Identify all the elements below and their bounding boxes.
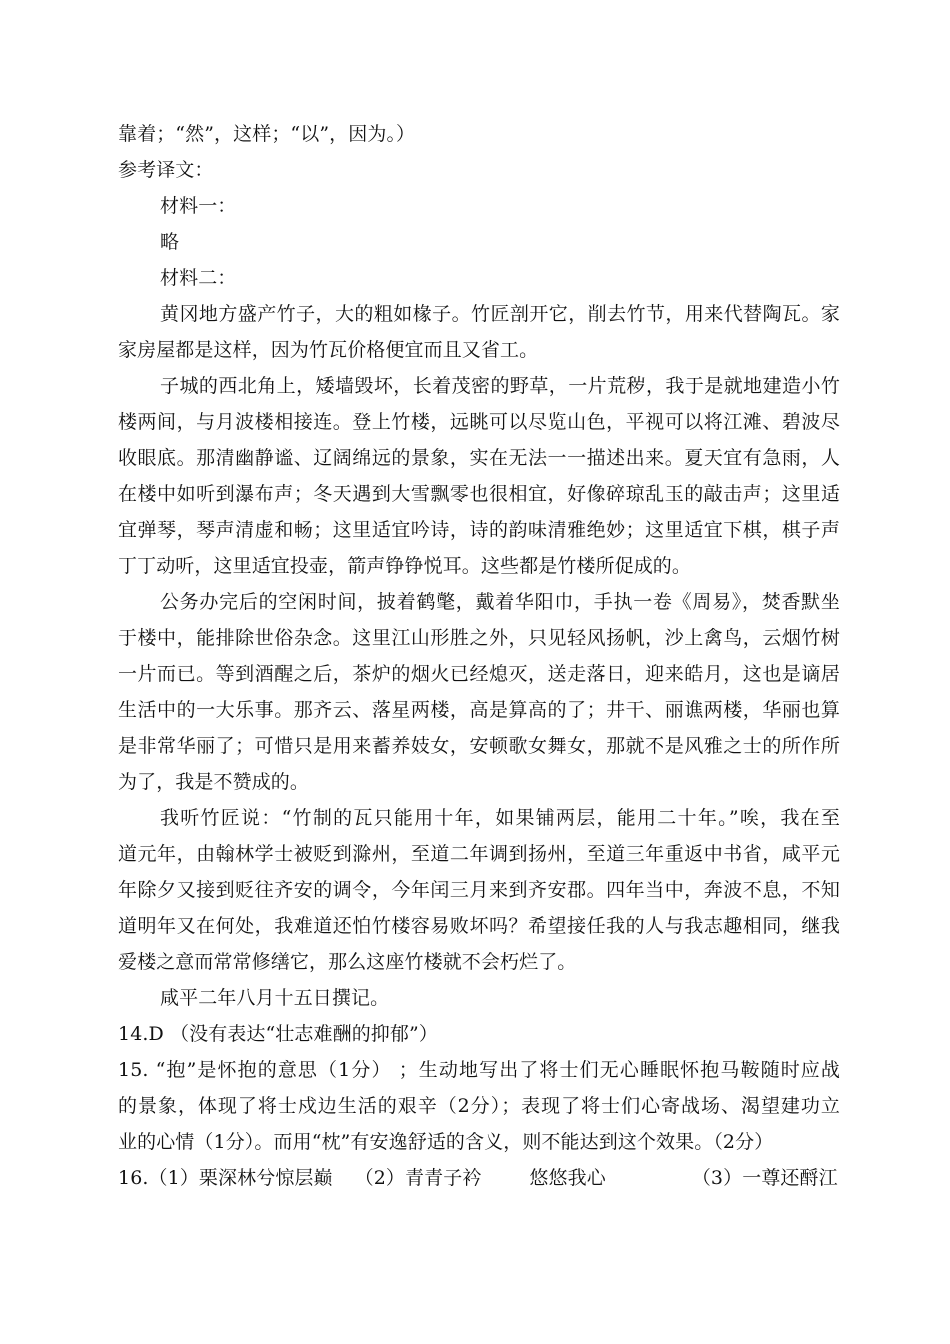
answer-14: 14.D （没有表达“壮志难酬的抑郁”） <box>118 1023 438 1045</box>
answer-16-item-1: （1）栗深林兮惊层巅 <box>148 1167 333 1189</box>
paragraph-line: 宜弹琴，琴声清虚和畅；这里适宜吟诗，诗的韵味清雅绝妙；这里适宜下棋，棋子声 <box>118 519 840 541</box>
paragraph-line: 道元年，由翰林学士被贬到滁州，至道二年调到扬州，至道三年重返中书省，咸平元 <box>118 843 840 865</box>
paragraph-line: 家房屋都是这样，因为竹瓦价格便宜而且又省工。 <box>118 339 539 361</box>
answer-16-item-2: （2）青青子衿 <box>354 1167 482 1189</box>
paragraph-line: 公务办完后的空闲时间，披着鹤氅，戴着华阳巾，手执一卷《周易》，焚香默坐 <box>160 591 840 613</box>
paragraph-line: 生活中的一大乐事。那齐云、落星两楼，高是算高的了；井干、丽谯两楼，华丽也算 <box>118 699 840 721</box>
paragraph-line: 收眼底。那清幽静谧、辽阔绵远的景象，实在无法一一描述出来。夏天宜有急雨，人 <box>118 447 840 469</box>
paragraph-line: 道明年又在何处，我难道还怕竹楼容易败坏吗？希望接任我的人与我志趣相同，继我 <box>118 915 840 937</box>
paragraph-line: 咸平二年八月十五日撰记。 <box>160 987 390 1009</box>
paragraph-line: 在楼中如听到瀑布声；冬天遇到大雪飘零也很相宜，好像碎琼乱玉的敲击声；这里适 <box>118 483 840 505</box>
paragraph-line: 年除夕又接到贬往齐安的调令，今年闰三月来到齐安郡。四年当中，奔波不息，不知 <box>118 879 840 901</box>
paragraph-line: 为了，我是不赞成的。 <box>118 771 310 793</box>
subheading-material-1: 材料一： <box>160 195 237 217</box>
paragraph-line: 于楼中，能排除世俗杂念。这里江山形胜之外，只见轻风扬帆，沙上禽鸟，云烟竹树 <box>118 627 840 649</box>
text-line: 靠着；“然”，这样；“以”，因为。） <box>118 123 416 145</box>
answer-16-item-2b: 悠悠我心 <box>529 1167 606 1189</box>
paragraph-line: 是非常华丽了；可惜只是用来蓄养妓女，安顿歌女舞女，那就不是风雅之士的所作所 <box>118 735 840 757</box>
section-heading-translation: 参考译文： <box>118 159 214 181</box>
paragraph-line: 爱楼之意而常常修缮它，那么这座竹楼就不会朽烂了。 <box>118 951 577 973</box>
text-line: 略 <box>160 231 180 253</box>
document-page <box>118 122 840 1202</box>
paragraph-line: 黄冈地方盛产竹子，大的粗如椽子。竹匠剖开它，削去竹节，用来代替陶瓦。家 <box>160 303 840 325</box>
paragraph-line: 子城的西北角上，矮墙毁坏，长着茂密的野草，一片荒秽，我于是就地建造小竹 <box>160 375 840 397</box>
answer-16 <box>118 1166 840 1190</box>
answer-15-line: 的景象，体现了将士戍边生活的艰辛（2分）；表现了将士们心寄战场、渴望建功立 <box>118 1095 840 1117</box>
answer-15-line: 业的心情（1分）。而用“枕”有安逸舒适的含义，则不能达到这个效果。（2分） <box>118 1131 774 1153</box>
answer-16-label: 16. <box>118 1167 149 1189</box>
subheading-material-2: 材料二： <box>160 267 237 289</box>
paragraph-line: 我听竹匠说：“竹制的瓦只能用十年，如果铺两层，能用二十年。”唉，我在至 <box>160 807 840 829</box>
paragraph-line: 楼两间，与月波楼相接连。登上竹楼，远眺可以尽览山色，平视可以将江滩、碧波尽 <box>118 411 840 433</box>
answer-15-line: 15. “抱”是怀抱的意思（1分） ；生动地写出了将士们无心睡眠怀抱马鞍随时应战 <box>118 1059 840 1081</box>
answer-16-item-3: （3）一尊还酹江 <box>691 1167 838 1189</box>
paragraph-line: 一片而已。等到酒醒之后，茶炉的烟火已经熄灭，送走落日，迎来皓月，这也是谪居 <box>118 663 840 685</box>
paragraph-line: 丁丁动听，这里适宜投壶，箭声铮铮悦耳。这些都是竹楼所促成的。 <box>118 555 692 577</box>
